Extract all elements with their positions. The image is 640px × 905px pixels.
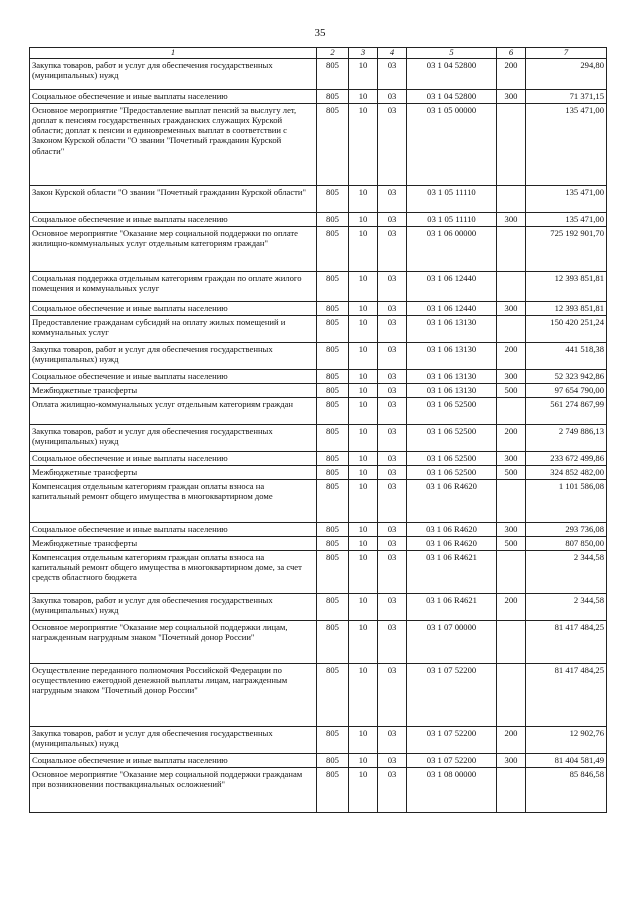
row-subsection: 03 bbox=[378, 272, 407, 302]
row-name: Оплата жилищно-коммунальных услуг отдельным категориям граждан bbox=[30, 398, 317, 425]
table-row bbox=[30, 480, 607, 523]
row-section: 10 bbox=[349, 213, 378, 227]
row-target-code: 03 1 04 52800 bbox=[407, 59, 497, 90]
row-name: Предоставление гражданам субсидий на оплату жилых помещений и коммунальных услуг bbox=[30, 316, 317, 343]
row-amount: 1 101 586,08 bbox=[526, 480, 607, 523]
row-name: Социальное обеспечение и иные выплаты населению bbox=[30, 370, 317, 384]
row-ministry: 805 bbox=[317, 466, 349, 480]
row-name: Компенсация отдельным категориям граждан оплаты взноса на капитальный ремонт общего имущества в многоквартирном доме, за счет средств областного бюджета bbox=[30, 551, 317, 594]
row-expense-type: 200 bbox=[497, 59, 526, 90]
row-ministry: 805 bbox=[317, 343, 349, 370]
row-subsection: 03 bbox=[378, 316, 407, 343]
row-expense-type: 500 bbox=[497, 537, 526, 551]
row-target-code: 03 1 06 R4620 bbox=[407, 480, 497, 523]
row-section: 10 bbox=[349, 90, 378, 104]
row-ministry: 805 bbox=[317, 768, 349, 813]
row-target-code: 03 1 06 R4620 bbox=[407, 523, 497, 537]
table-row bbox=[30, 272, 607, 302]
row-target-code: 03 1 05 11110 bbox=[407, 213, 497, 227]
row-amount: 324 852 482,00 bbox=[526, 466, 607, 480]
row-amount: 135 471,00 bbox=[526, 186, 607, 213]
row-name: Межбюджетные трансферты bbox=[30, 537, 317, 551]
table-row bbox=[30, 302, 607, 316]
table-row bbox=[30, 90, 607, 104]
row-ministry: 805 bbox=[317, 594, 349, 621]
row-target-code: 03 1 06 52500 bbox=[407, 398, 497, 425]
row-section: 10 bbox=[349, 664, 378, 727]
header-expense-type: 6 bbox=[497, 48, 526, 59]
row-target-code: 03 1 08 00000 bbox=[407, 768, 497, 813]
row-target-code: 03 1 07 52200 bbox=[407, 664, 497, 727]
row-section: 10 bbox=[349, 480, 378, 523]
table-row bbox=[30, 316, 607, 343]
row-target-code: 03 1 06 52500 bbox=[407, 452, 497, 466]
row-amount: 293 736,08 bbox=[526, 523, 607, 537]
row-name: Закупка товаров, работ и услуг для обеспечения государственных (муниципальных) нужд bbox=[30, 343, 317, 370]
row-ministry: 805 bbox=[317, 523, 349, 537]
table-row bbox=[30, 370, 607, 384]
table-row bbox=[30, 466, 607, 480]
row-expense-type bbox=[497, 316, 526, 343]
row-expense-type bbox=[497, 104, 526, 186]
row-name: Основное мероприятие "Оказание мер социальной поддержки лицам, награжденным нагрудным знаком "Почетный донор России" bbox=[30, 621, 317, 664]
row-name: Закупка товаров, работ и услуг для обеспечения государственных (муниципальных) нужд bbox=[30, 727, 317, 754]
row-name: Социальное обеспечение и иные выплаты населению bbox=[30, 90, 317, 104]
row-target-code: 03 1 05 11110 bbox=[407, 186, 497, 213]
row-target-code: 03 1 04 52800 bbox=[407, 90, 497, 104]
table-row bbox=[30, 664, 607, 727]
row-expense-type: 200 bbox=[497, 425, 526, 452]
row-ministry: 805 bbox=[317, 272, 349, 302]
table-row bbox=[30, 384, 607, 398]
row-amount: 561 274 867,99 bbox=[526, 398, 607, 425]
row-target-code: 03 1 06 R4621 bbox=[407, 594, 497, 621]
row-section: 10 bbox=[349, 727, 378, 754]
row-amount: 294,80 bbox=[526, 59, 607, 90]
row-amount: 81 417 484,25 bbox=[526, 621, 607, 664]
row-ministry: 805 bbox=[317, 384, 349, 398]
row-subsection: 03 bbox=[378, 594, 407, 621]
row-target-code: 03 1 07 52200 bbox=[407, 754, 497, 768]
row-name: Осуществление переданного полномочия Российской Федерации по осуществлению ежегодной денежной выплаты лицам, награжденным нагрудным знаком "Почетный донор России" bbox=[30, 664, 317, 727]
table-row bbox=[30, 186, 607, 213]
table-row bbox=[30, 104, 607, 186]
row-expense-type bbox=[497, 768, 526, 813]
row-subsection: 03 bbox=[378, 664, 407, 727]
row-target-code: 03 1 07 52200 bbox=[407, 727, 497, 754]
row-name: Социальное обеспечение и иные выплаты населению bbox=[30, 523, 317, 537]
header-section: 3 bbox=[349, 48, 378, 59]
row-name: Основное мероприятие "Оказание мер социальной поддержки гражданам при возникновении поствакцинальных осложнений" bbox=[30, 768, 317, 813]
row-name: Социальная поддержка отдельным категориям граждан по оплате жилого помещения и коммунальных услуг bbox=[30, 272, 317, 302]
row-expense-type bbox=[497, 551, 526, 594]
header-amount: 7 bbox=[526, 48, 607, 59]
row-amount: 12 393 851,81 bbox=[526, 272, 607, 302]
row-amount: 150 420 251,24 bbox=[526, 316, 607, 343]
row-name: Закон Курской области "О звании "Почетный гражданин Курской области" bbox=[30, 186, 317, 213]
row-amount: 52 323 942,86 bbox=[526, 370, 607, 384]
row-expense-type bbox=[497, 480, 526, 523]
row-ministry: 805 bbox=[317, 398, 349, 425]
row-expense-type: 500 bbox=[497, 384, 526, 398]
row-section: 10 bbox=[349, 186, 378, 213]
table-row bbox=[30, 727, 607, 754]
row-expense-type: 300 bbox=[497, 754, 526, 768]
row-expense-type: 300 bbox=[497, 370, 526, 384]
row-amount: 135 471,00 bbox=[526, 213, 607, 227]
row-subsection: 03 bbox=[378, 466, 407, 480]
row-expense-type: 200 bbox=[497, 727, 526, 754]
table-row bbox=[30, 621, 607, 664]
row-subsection: 03 bbox=[378, 551, 407, 594]
row-expense-type bbox=[497, 398, 526, 425]
row-ministry: 805 bbox=[317, 227, 349, 272]
row-name: Компенсация отдельным категориям граждан оплаты взноса на капитальный ремонт общего имущества в многоквартирном доме bbox=[30, 480, 317, 523]
row-section: 10 bbox=[349, 425, 378, 452]
row-name: Межбюджетные трансферты bbox=[30, 466, 317, 480]
table-row bbox=[30, 452, 607, 466]
row-section: 10 bbox=[349, 551, 378, 594]
row-amount: 441 518,38 bbox=[526, 343, 607, 370]
table-row bbox=[30, 537, 607, 551]
row-ministry: 805 bbox=[317, 59, 349, 90]
row-amount: 725 192 901,70 bbox=[526, 227, 607, 272]
row-ministry: 805 bbox=[317, 104, 349, 186]
row-subsection: 03 bbox=[378, 480, 407, 523]
table-body bbox=[30, 59, 607, 813]
row-target-code: 03 1 06 12440 bbox=[407, 302, 497, 316]
row-section: 10 bbox=[349, 398, 378, 425]
row-target-code: 03 1 06 52500 bbox=[407, 425, 497, 452]
row-expense-type: 300 bbox=[497, 452, 526, 466]
row-subsection: 03 bbox=[378, 425, 407, 452]
row-section: 10 bbox=[349, 621, 378, 664]
row-name: Социальное обеспечение и иные выплаты населению bbox=[30, 452, 317, 466]
row-section: 10 bbox=[349, 768, 378, 813]
row-amount: 81 404 581,49 bbox=[526, 754, 607, 768]
budget-table bbox=[29, 47, 607, 813]
table-row bbox=[30, 213, 607, 227]
row-ministry: 805 bbox=[317, 452, 349, 466]
row-subsection: 03 bbox=[378, 768, 407, 813]
row-name: Закупка товаров, работ и услуг для обеспечения государственных (муниципальных) нужд bbox=[30, 59, 317, 90]
row-ministry: 805 bbox=[317, 537, 349, 551]
row-amount: 12 902,76 bbox=[526, 727, 607, 754]
row-expense-type: 200 bbox=[497, 343, 526, 370]
row-amount: 71 371,15 bbox=[526, 90, 607, 104]
row-target-code: 03 1 06 R4620 bbox=[407, 537, 497, 551]
table-row bbox=[30, 594, 607, 621]
row-ministry: 805 bbox=[317, 316, 349, 343]
row-target-code: 03 1 06 13130 bbox=[407, 384, 497, 398]
row-expense-type bbox=[497, 227, 526, 272]
row-expense-type: 300 bbox=[497, 90, 526, 104]
row-ministry: 805 bbox=[317, 370, 349, 384]
row-name: Закупка товаров, работ и услуг для обеспечения государственных (муниципальных) нужд bbox=[30, 425, 317, 452]
row-ministry: 805 bbox=[317, 754, 349, 768]
row-ministry: 805 bbox=[317, 90, 349, 104]
row-ministry: 805 bbox=[317, 480, 349, 523]
row-section: 10 bbox=[349, 343, 378, 370]
row-ministry: 805 bbox=[317, 302, 349, 316]
row-expense-type: 300 bbox=[497, 213, 526, 227]
row-amount: 81 417 484,25 bbox=[526, 664, 607, 727]
row-section: 10 bbox=[349, 523, 378, 537]
row-amount: 135 471,00 bbox=[526, 104, 607, 186]
row-amount: 12 393 851,81 bbox=[526, 302, 607, 316]
row-subsection: 03 bbox=[378, 227, 407, 272]
page-number: 35 bbox=[314, 27, 326, 39]
row-target-code: 03 1 07 00000 bbox=[407, 621, 497, 664]
row-target-code: 03 1 06 R4621 bbox=[407, 551, 497, 594]
row-expense-type: 500 bbox=[497, 466, 526, 480]
row-ministry: 805 bbox=[317, 186, 349, 213]
row-subsection: 03 bbox=[378, 104, 407, 186]
table-row bbox=[30, 398, 607, 425]
row-subsection: 03 bbox=[378, 727, 407, 754]
row-subsection: 03 bbox=[378, 537, 407, 551]
row-amount: 233 672 499,86 bbox=[526, 452, 607, 466]
row-ministry: 805 bbox=[317, 425, 349, 452]
row-subsection: 03 bbox=[378, 398, 407, 425]
row-name: Социальное обеспечение и иные выплаты населению bbox=[30, 754, 317, 768]
row-subsection: 03 bbox=[378, 384, 407, 398]
row-target-code: 03 1 06 12440 bbox=[407, 272, 497, 302]
row-section: 10 bbox=[349, 754, 378, 768]
table-row bbox=[30, 754, 607, 768]
header-name: 1 bbox=[30, 48, 317, 59]
row-section: 10 bbox=[349, 384, 378, 398]
header-subsection: 4 bbox=[378, 48, 407, 59]
row-section: 10 bbox=[349, 316, 378, 343]
header-row bbox=[30, 48, 607, 59]
row-ministry: 805 bbox=[317, 664, 349, 727]
row-name: Социальное обеспечение и иные выплаты населению bbox=[30, 213, 317, 227]
row-section: 10 bbox=[349, 227, 378, 272]
row-target-code: 03 1 06 13130 bbox=[407, 316, 497, 343]
row-expense-type: 200 bbox=[497, 594, 526, 621]
row-section: 10 bbox=[349, 537, 378, 551]
row-ministry: 805 bbox=[317, 727, 349, 754]
row-subsection: 03 bbox=[378, 621, 407, 664]
row-section: 10 bbox=[349, 466, 378, 480]
row-section: 10 bbox=[349, 370, 378, 384]
row-section: 10 bbox=[349, 302, 378, 316]
row-amount: 2 749 886,13 bbox=[526, 425, 607, 452]
row-subsection: 03 bbox=[378, 90, 407, 104]
row-target-code: 03 1 06 00000 bbox=[407, 227, 497, 272]
row-subsection: 03 bbox=[378, 370, 407, 384]
row-subsection: 03 bbox=[378, 59, 407, 90]
row-section: 10 bbox=[349, 452, 378, 466]
row-subsection: 03 bbox=[378, 186, 407, 213]
row-expense-type bbox=[497, 664, 526, 727]
row-amount: 2 344,58 bbox=[526, 551, 607, 594]
row-amount: 85 846,58 bbox=[526, 768, 607, 813]
row-ministry: 805 bbox=[317, 621, 349, 664]
table-row bbox=[30, 425, 607, 452]
row-name: Основное мероприятие "Предоставление выплат пенсий за выслугу лет, доплат к пенсиям государственных гражданских служащих Курской области; доплат к пенсии и единовременных выплат в соответствии с Законом Курской области "О звании "Почетный гражданин Курской области" bbox=[30, 104, 317, 186]
row-section: 10 bbox=[349, 594, 378, 621]
row-ministry: 805 bbox=[317, 551, 349, 594]
row-section: 10 bbox=[349, 59, 378, 90]
row-section: 10 bbox=[349, 272, 378, 302]
row-name: Межбюджетные трансферты bbox=[30, 384, 317, 398]
row-subsection: 03 bbox=[378, 523, 407, 537]
table-row bbox=[30, 768, 607, 813]
row-expense-type bbox=[497, 272, 526, 302]
row-amount: 97 654 790,00 bbox=[526, 384, 607, 398]
row-section: 10 bbox=[349, 104, 378, 186]
row-expense-type: 300 bbox=[497, 302, 526, 316]
row-name: Закупка товаров, работ и услуг для обеспечения государственных (муниципальных) нужд bbox=[30, 594, 317, 621]
row-target-code: 03 1 06 13130 bbox=[407, 343, 497, 370]
table-row bbox=[30, 59, 607, 90]
row-name: Основное мероприятие "Оказание мер социальной поддержки по оплате жилищно-коммунальных услуг отдельным категориям граждан" bbox=[30, 227, 317, 272]
header-target: 5 bbox=[407, 48, 497, 59]
header-ministry: 2 bbox=[317, 48, 349, 59]
row-subsection: 03 bbox=[378, 302, 407, 316]
table-row bbox=[30, 551, 607, 594]
row-amount: 807 850,00 bbox=[526, 537, 607, 551]
row-subsection: 03 bbox=[378, 452, 407, 466]
table-row bbox=[30, 343, 607, 370]
row-expense-type bbox=[497, 186, 526, 213]
row-amount: 2 344,58 bbox=[526, 594, 607, 621]
row-subsection: 03 bbox=[378, 213, 407, 227]
row-target-code: 03 1 05 00000 bbox=[407, 104, 497, 186]
table-row bbox=[30, 523, 607, 537]
row-subsection: 03 bbox=[378, 343, 407, 370]
row-subsection: 03 bbox=[378, 754, 407, 768]
row-target-code: 03 1 06 13130 bbox=[407, 370, 497, 384]
row-target-code: 03 1 06 52500 bbox=[407, 466, 497, 480]
row-name: Социальное обеспечение и иные выплаты населению bbox=[30, 302, 317, 316]
table-row bbox=[30, 227, 607, 272]
row-expense-type bbox=[497, 621, 526, 664]
row-expense-type: 300 bbox=[497, 523, 526, 537]
row-ministry: 805 bbox=[317, 213, 349, 227]
